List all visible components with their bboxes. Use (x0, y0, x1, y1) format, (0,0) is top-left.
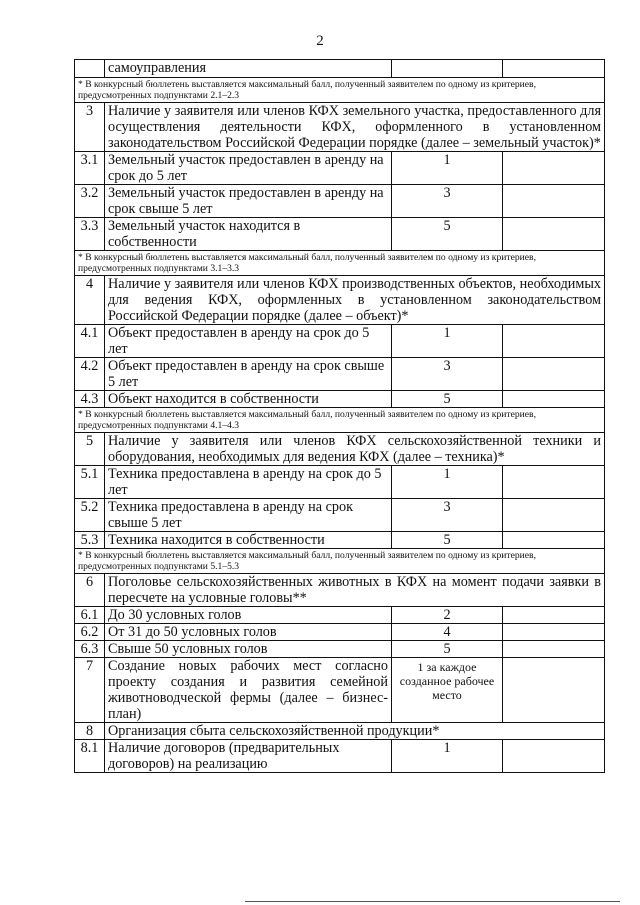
table-row (75, 574, 605, 607)
row-number: 6.2 (75, 624, 105, 641)
table-row (75, 433, 605, 466)
row-number: 6.1 (75, 607, 105, 624)
table-row (75, 218, 605, 251)
criterion-score: 1 за каждое созданное рабочее место (392, 658, 503, 723)
row-number: 3.3 (75, 218, 105, 251)
table-row (75, 740, 605, 773)
criterion-value (503, 499, 605, 532)
table-row (75, 325, 605, 358)
row-number: 3.1 (75, 152, 105, 185)
footnote-row (75, 78, 605, 103)
row-number: 4.3 (75, 391, 105, 408)
criterion-text: Свыше 50 условных голов (105, 641, 392, 658)
criteria-table (74, 59, 605, 773)
row-number: 5.2 (75, 499, 105, 532)
criterion-score: 5 (392, 391, 503, 408)
criterion-text: Земельный участок предоставлен в аренду на срок свыше 5 лет (105, 185, 392, 218)
table-row (75, 185, 605, 218)
criterion-value (503, 624, 605, 641)
criterion-heading: Поголовье сельскохозяйственных животных в КФХ на момент подачи заявки в пересчете на условные головы** (105, 574, 605, 607)
row-number: 8.1 (75, 740, 105, 773)
criterion-value (503, 466, 605, 499)
table-row (75, 276, 605, 325)
table-row (75, 152, 605, 185)
row-number: 6 (75, 574, 105, 607)
criterion-score: 5 (392, 532, 503, 549)
criterion-value (503, 740, 605, 773)
table-row (75, 607, 605, 624)
criterion-text: Техника предоставлена в аренду на срок до 5 лет (105, 466, 392, 499)
criterion-score: 3 (392, 499, 503, 532)
footnote-text: * В конкурсный бюллетень выставляется максимальный балл, полученный заявителем по одному из критериев, предусмотренных подпунктами 5.1–5.3 (75, 549, 605, 574)
criterion-text: До 30 условных голов (105, 607, 392, 624)
criterion-text: Объект предоставлен в аренду на срок свыше 5 лет (105, 358, 392, 391)
criterion-score: 5 (392, 218, 503, 251)
criterion-text: Объект находится в собственности (105, 391, 392, 408)
criterion-text: Земельный участок предоставлен в аренду на срок до 5 лет (105, 152, 392, 185)
criterion-text: Объект предоставлен в аренду на срок до 5 лет (105, 325, 392, 358)
footnote-row (75, 408, 605, 433)
criterion-score: 3 (392, 358, 503, 391)
bottom-rule (245, 901, 620, 902)
row-number: 4 (75, 276, 105, 325)
criterion-text: самоуправления (105, 60, 392, 78)
table-row (75, 358, 605, 391)
row-number: 5.1 (75, 466, 105, 499)
criterion-text: Земельный участок находится в собственности (105, 218, 392, 251)
criterion-value (503, 185, 605, 218)
criterion-value (503, 391, 605, 408)
table-row (75, 532, 605, 549)
criterion-score: 1 (392, 466, 503, 499)
page-number: 2 (316, 33, 324, 49)
table-row (75, 658, 605, 723)
criterion-value (503, 358, 605, 391)
table-row (75, 641, 605, 658)
row-number: 5 (75, 433, 105, 466)
criterion-heading: Наличие у заявителя или членов КФХ земельного участка, предоставленного для осуществления деятельности КФХ, оформленного в установленном законодательством Российской Федерации порядке (далее – земельный участок)* (105, 103, 605, 152)
criterion-value (503, 152, 605, 185)
row-number (75, 60, 105, 78)
footnote-text: * В конкурсный бюллетень выставляется максимальный балл, полученный заявителем по одному из критериев, предусмотренных подпунктами 2.1–2.3 (75, 78, 605, 103)
criterion-score: 5 (392, 641, 503, 658)
criterion-score: 1 (392, 152, 503, 185)
table-row (75, 466, 605, 499)
criterion-score (392, 60, 503, 78)
criterion-heading: Наличие у заявителя или членов КФХ сельскохозяйственной техники и оборудования, необходимых для ведения КФХ (далее – техника)* (105, 433, 605, 466)
criterion-score: 2 (392, 607, 503, 624)
criterion-score: 1 (392, 325, 503, 358)
row-number: 3.2 (75, 185, 105, 218)
table-row (75, 624, 605, 641)
footnote-text: * В конкурсный бюллетень выставляется максимальный балл, полученный заявителем по одному из критериев, предусмотренных подпунктами 4.1–4.3 (75, 408, 605, 433)
criterion-text: Техника предоставлена в аренду на срок свыше 5 лет (105, 499, 392, 532)
table-row (75, 103, 605, 152)
footnote-text: * В конкурсный бюллетень выставляется максимальный балл, полученный заявителем по одному из критериев, предусмотренных подпунктами 3.1–3.3 (75, 251, 605, 276)
criterion-value (503, 658, 605, 723)
table-row (75, 723, 605, 740)
criterion-score: 1 (392, 740, 503, 773)
footnote-row (75, 251, 605, 276)
row-number: 4.2 (75, 358, 105, 391)
row-number: 6.3 (75, 641, 105, 658)
table-row (75, 499, 605, 532)
criterion-text: Техника находится в собственности (105, 532, 392, 549)
criterion-value (503, 60, 605, 78)
criterion-text: Создание новых рабочих мест согласно проекту создания и развития семейной животноводческой фермы (далее – бизнес-план) (105, 658, 392, 723)
criterion-text: От 31 до 50 условных голов (105, 624, 392, 641)
row-number: 3 (75, 103, 105, 152)
row-number: 8 (75, 723, 105, 740)
criterion-value (503, 641, 605, 658)
table-row (75, 60, 605, 78)
criterion-value (503, 325, 605, 358)
row-number: 5.3 (75, 532, 105, 549)
criterion-score: 3 (392, 185, 503, 218)
criterion-score: 4 (392, 624, 503, 641)
criterion-heading: Наличие у заявителя или членов КФХ производственных объектов, необходимых для ведения КФХ, оформленных в установленном законодательством Российской Федерации порядке (далее – объект)* (105, 276, 605, 325)
row-number: 4.1 (75, 325, 105, 358)
criterion-heading: Организация сбыта сельскохозяйственной продукции* (105, 723, 605, 740)
table-row (75, 391, 605, 408)
criterion-value (503, 532, 605, 549)
criterion-value (503, 607, 605, 624)
row-number: 7 (75, 658, 105, 723)
criterion-value (503, 218, 605, 251)
criterion-text: Наличие договоров (предварительных договоров) на реализацию (105, 740, 392, 773)
footnote-row (75, 549, 605, 574)
